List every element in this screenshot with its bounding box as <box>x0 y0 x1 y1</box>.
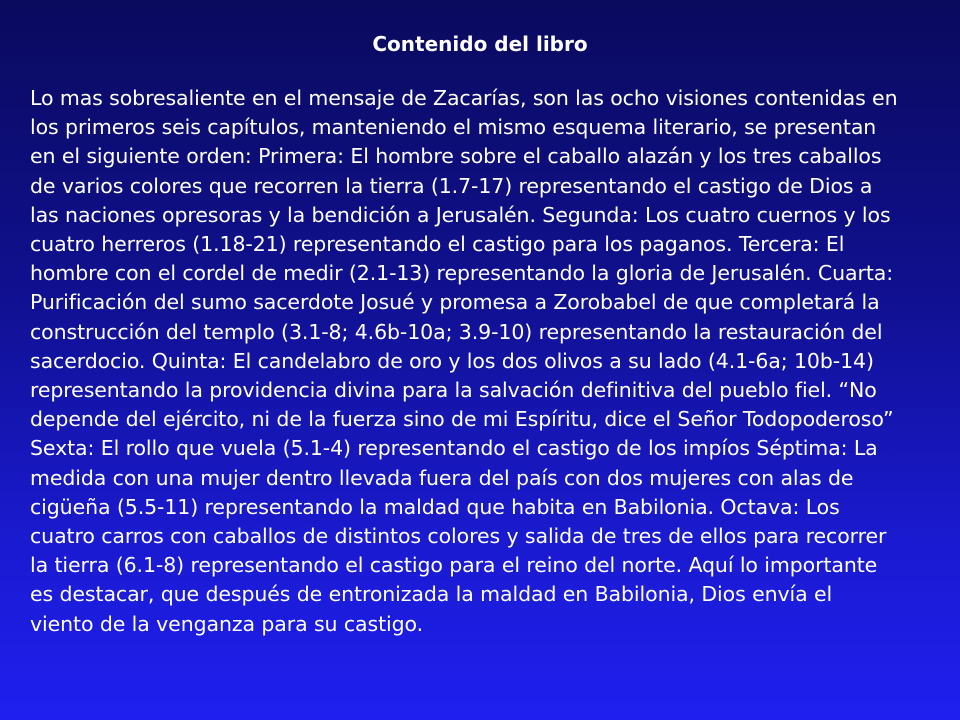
slide-body-text: Lo mas sobresaliente en el mensaje de Zacarías, son las ocho visiones contenidas en los primeros seis capítulos, manteniendo el mismo esquema literario, se presentan en el siguiente orden: Primera: El hombre sobre el caballo alazán y los tres caballos de varios colores que recorren la tierra (1.7-17) representando el castigo de Dios a las naciones opresoras y la bendición a Jerusalén. Segunda: Los cuatro cuernos y los cuatro herreros (1.18-21) representando el castigo para los paganos. Tercera: El hombre con el cordel de medir (2.1-13) representando la gloria de Jerusalén. Cuarta: Purificación del sumo sacerdote Josué y promesa a Zorobabel de que completará la construcción del templo (3.1-8; 4.6b-10a; 3.9-10) representando la restauración del sacerdocio. Quinta: El candelabro de oro y los dos olivos a su lado (4.1-6a; 10b-14) representando la providencia divina para la salvación definitiva del pueblo fiel. “No depende del ejército, ni de la fuerza sino de mi Espíritu, dice el Señor Todopoderoso” Sexta: El rollo que vuela (5.1-4) representando el castigo de los impíos Séptima: La medida con una mujer dentro llevada fuera del país con dos mujeres con alas de cigüeña (5.5-11) representando la maldad que habita en Babilonia. Octava: Los cuatro carros con caballos de distintos colores y salida de tres de ellos para recorrer la tierra (6.1-8) representando el castigo para el reino del norte. Aquí lo importante es destacar, que después de entronizada la maldad en Babilonia, Dios envía el viento de la venganza para su castigo. <box>30 86 898 636</box>
slide-title: Contenido del libro <box>372 32 588 56</box>
